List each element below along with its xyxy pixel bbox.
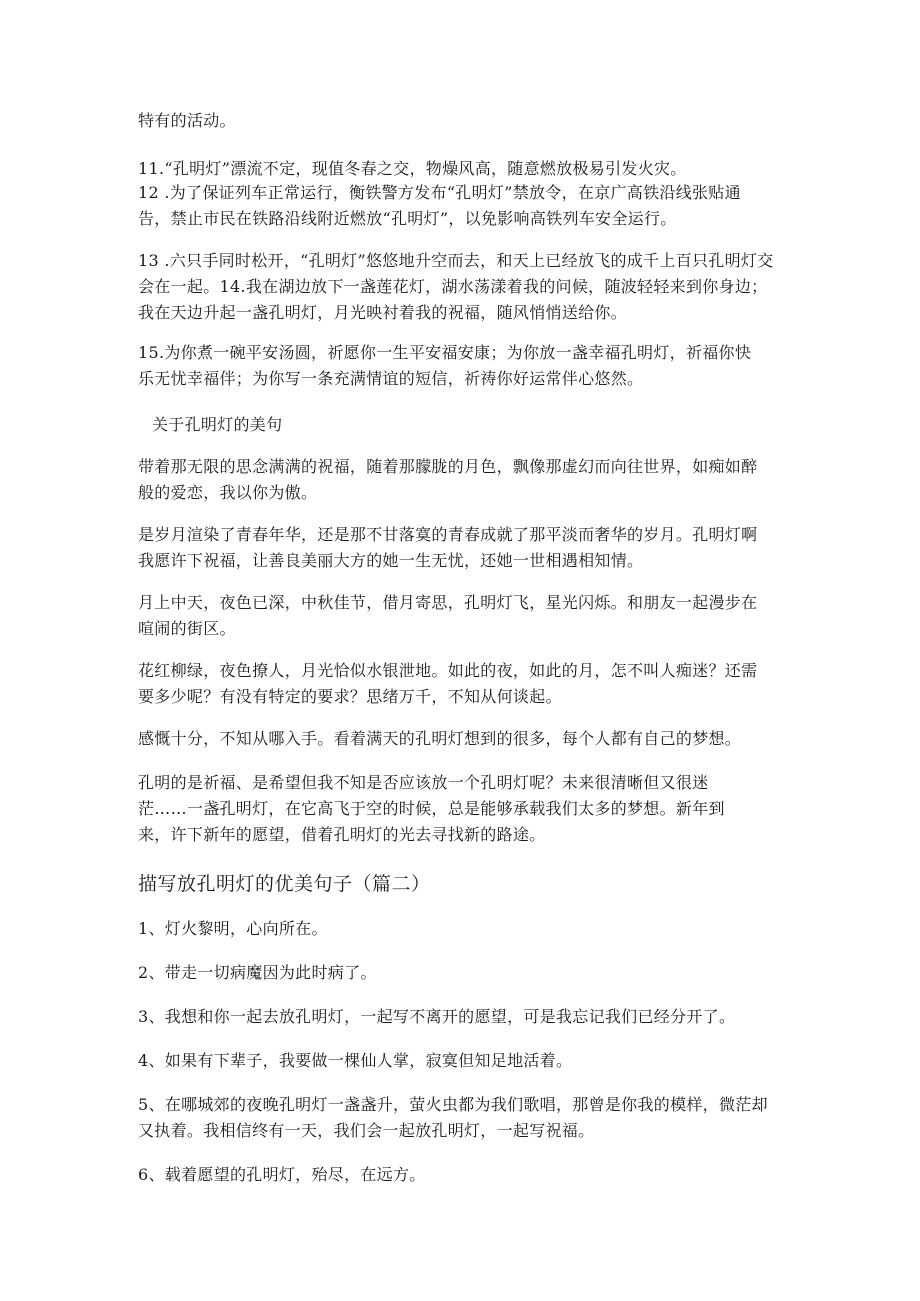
list-item: 6、载着愿望的孔明灯，殆尽，在远方。 <box>138 1165 426 1184</box>
list-item: 2、带走一切病魔因为此时病了。 <box>138 963 377 982</box>
list-item: 3、我想和你一起去放孔明灯，一起写不离开的愿望，可是我忘记我们已经分开了。 <box>138 1007 736 1026</box>
paragraph-item-12: 12 .为了保证列车正常运行，衡铁警方发布“孔明灯”禁放令，在京广高铁沿线张贴通告，禁止市民在铁路沿线附近燃放“孔明灯”，以免影响高铁列车安全运行。 <box>138 183 741 228</box>
paragraph-item-11: 11.“孔明灯”漂流不定，现值冬春之交，物燥风高，随意燃放极易引发火灾。 <box>138 159 687 178</box>
paragraph-beautiful-3: 月上中天，夜色已深，中秋佳节，借月寄思，孔明灯飞，星光闪烁。和朋友一起漫步在喧闹的街区。 <box>138 593 758 638</box>
paragraph-item-13-14: 13 .六只手同时松开，“孔明灯”悠悠地升空而去，和天上已经放飞的成千上百只孔明灯交会在一起。14.我在湖边放下一盏莲花灯，湖水荡漾着我的问候，随波轻轻来到你身边；我在天边升起一盏孔明灯，月光映衬着我的祝福，随风悄悄送给你。 <box>138 251 774 322</box>
paragraph-beautiful-2: 是岁月渲染了青春年华，还是那不甘落寞的青春成就了那平淡而奢华的岁月。孔明灯啊我愿许下祝福，让善良美丽大方的她一生无忧，还她一世相遇相知情。 <box>138 525 758 570</box>
paragraph-beautiful-4: 花红柳绿，夜色撩人，月光恰似水银泄地。如此的夜，如此的月，怎不叫人痴迷？还需要多少呢？有没有特定的要求？思绪万千，不知从何谈起。 <box>138 661 758 706</box>
paragraph-beautiful-5: 感慨十分，不知从哪入手。看着满天的孔明灯想到的很多，每个人都有自己的梦想。 <box>138 729 742 748</box>
subheading-beautiful-sentences: 关于孔明灯的美句 <box>152 415 283 434</box>
section-heading: 描写放孔明灯的优美句子（篇二） <box>138 873 431 895</box>
paragraph-beautiful-6: 孔明的是祈福、是希望但我不知是否应该放一个孔明灯呢？未来很清晰但又很迷茫……一盏孔明灯，在它高飞于空的时候，总是能够承载我们太多的梦想。新年到来，许下新年的愿望，借着孔明灯的光去寻找新的路途。 <box>138 773 725 844</box>
paragraph-item-15: 15.为你煮一碗平安汤圆，祈愿你一生平安福安康；为你放一盏幸福孔明灯，祈福你快乐无忧幸福伴；为你写一条充满情谊的短信，祈祷你好运常伴心悠然。 <box>138 343 752 388</box>
paragraph-beautiful-1: 带着那无限的思念满满的祝福，随着那朦胧的月色，飘像那虚幻而向往世界，如痴如醉般的爱恋，我以你为傲。 <box>138 457 758 502</box>
list-item: 5、在哪城郊的夜晚孔明灯一盏盏升，萤火虫都为我们歌唱，那曾是你我的模样，微茫却又执着。我相信终有一天，我们会一起放孔明灯，一起写祝福。 <box>138 1095 768 1140</box>
list-item: 4、如果有下辈子，我要做一棵仙人掌，寂寞但知足地活着。 <box>138 1051 573 1070</box>
paragraph-intro-fragment: 特有的活动。 <box>138 111 236 130</box>
list-item: 1、灯火黎明，心向所在。 <box>138 919 328 938</box>
